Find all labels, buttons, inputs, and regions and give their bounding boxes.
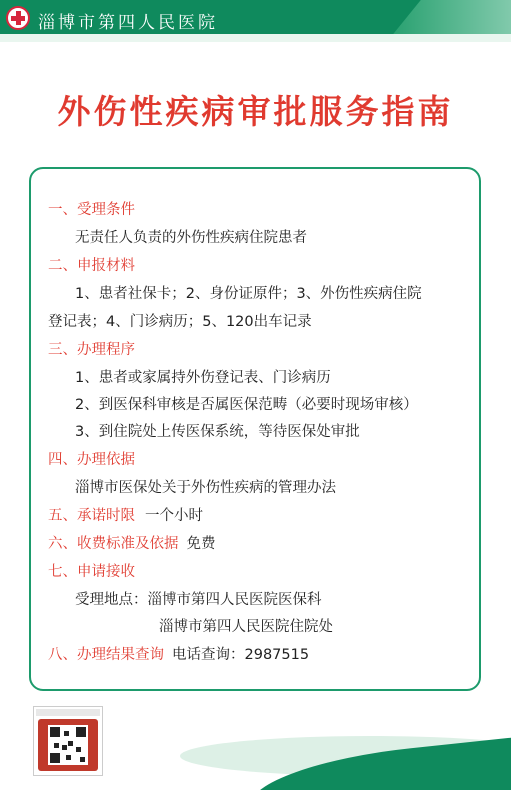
procedure-step-1: 1、患者或家属持外伤登记表、门诊病历 — [75, 370, 331, 386]
section-heading-acceptance-conditions: 一、受理条件 — [48, 202, 135, 218]
materials-line-2: 登记表；4、门诊病历；5、120出车记录 — [48, 314, 312, 330]
reception-location-2: 淄博市第四人民医院住院处 — [159, 619, 333, 635]
acceptance-conditions-text: 无责任人负责的外伤性疾病住院患者 — [75, 230, 307, 246]
section-heading-procedure: 三、办理程序 — [48, 342, 135, 358]
qr-code-icon — [33, 706, 103, 776]
section-heading-result-query: 八、办理结果查询 — [48, 647, 164, 663]
fee-value: 免费 — [186, 536, 216, 552]
hospital-name: 淄博市第四人民医院 — [38, 13, 218, 33]
materials-line-1: 1、患者社保卡；2、身份证原件；3、外伤性疾病住院 — [75, 286, 422, 302]
section-heading-fee: 六、收费标准及依据 — [48, 536, 179, 552]
page-title: 外伤性疾病审批服务指南 — [57, 92, 454, 131]
section-heading-basis: 四、办理依据 — [48, 452, 135, 468]
procedure-step-2: 2、到医保科审核是否属医保范畴（必要时现场审核） — [75, 397, 418, 413]
section-heading-reception: 七、申请接收 — [48, 564, 135, 580]
result-query-row — [48, 643, 309, 664]
basis-text: 淄博市医保处关于外伤性疾病的管理办法 — [75, 480, 336, 496]
time-limit-value: 一个小时 — [145, 508, 203, 524]
red-cross-icon — [6, 6, 30, 30]
procedure-step-3: 3、到住院处上传医保系统，等待医保处审批 — [75, 424, 360, 440]
header-divider — [0, 34, 511, 42]
section-heading-materials: 二、申报材料 — [48, 258, 135, 274]
time-limit-row — [48, 504, 203, 525]
fee-row — [48, 532, 216, 553]
reception-location-1: 受理地点：淄博市第四人民医院医保科 — [75, 592, 322, 608]
section-heading-time-limit: 五、承诺时限 — [48, 508, 135, 524]
result-query-value: 电话查询：2987515 — [172, 647, 310, 663]
